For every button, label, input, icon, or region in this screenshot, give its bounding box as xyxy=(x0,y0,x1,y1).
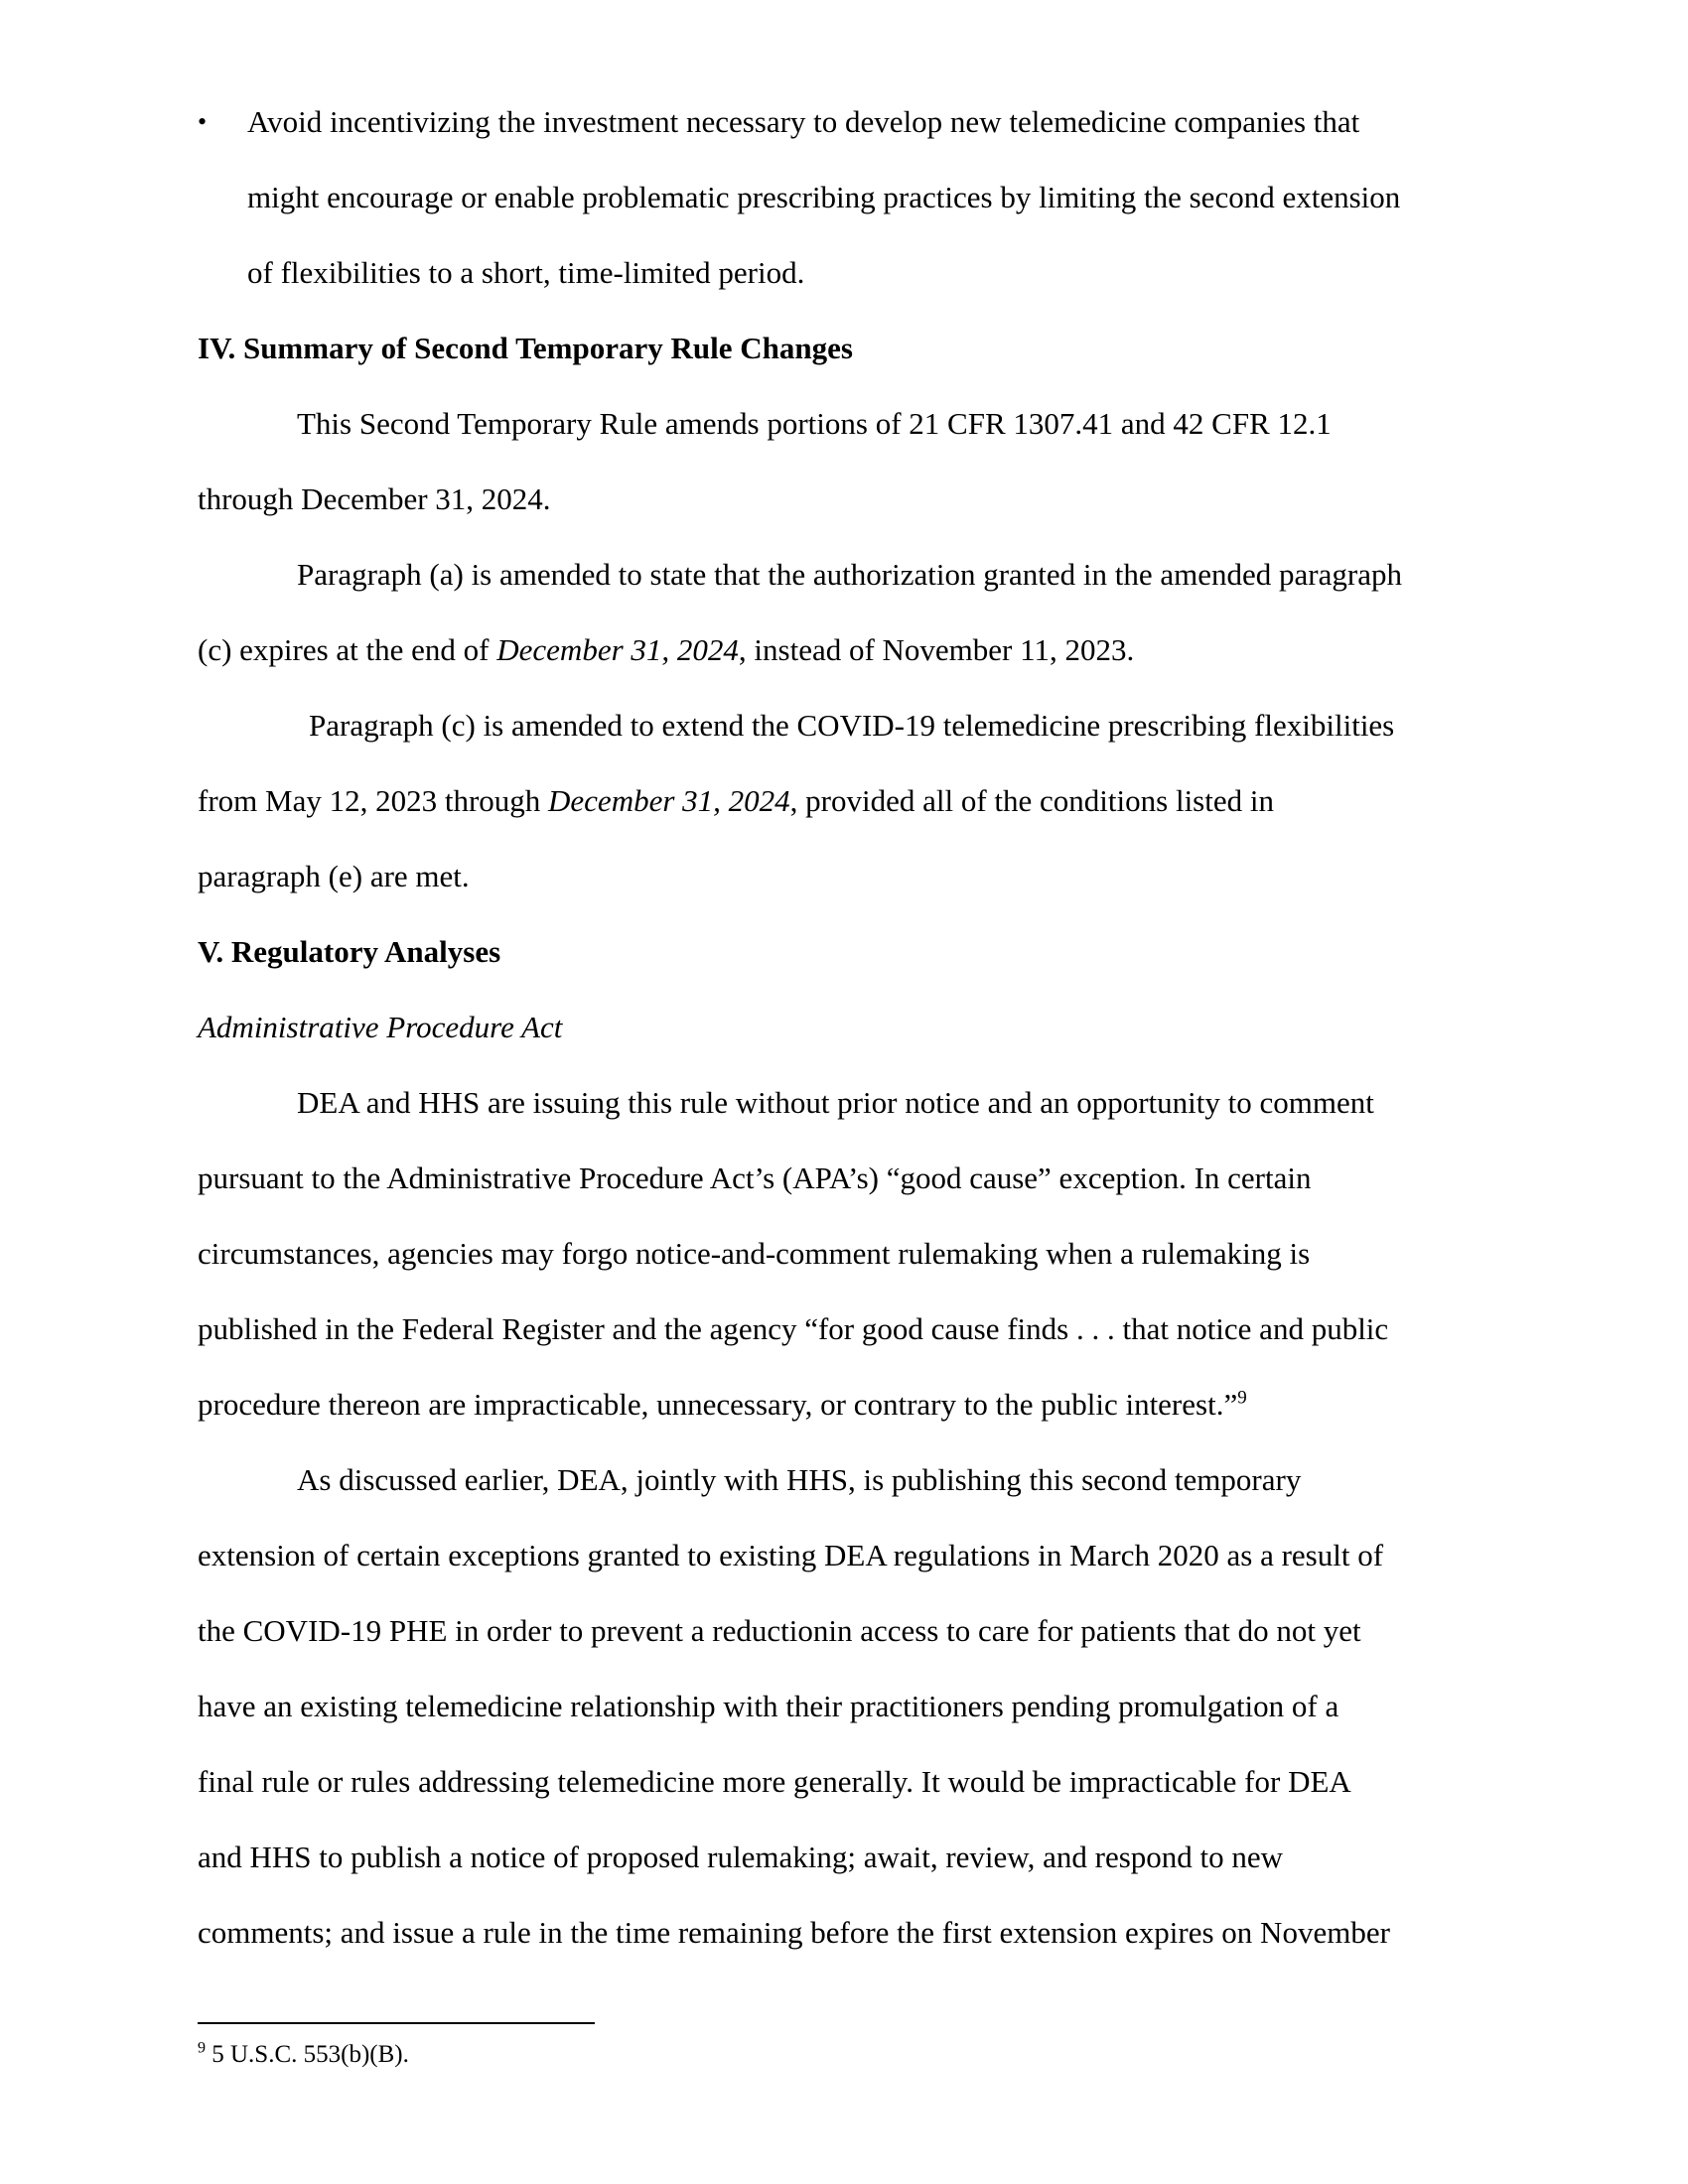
footnote xyxy=(198,2039,409,2071)
p2-date-emphasis: December 31, 2024 xyxy=(496,632,739,667)
p3-date-emphasis: December 31, 2024 xyxy=(548,783,790,818)
section-v-p1-line-4: published in the Federal Register and the agency “for good cause finds . . . that notice and public xyxy=(198,1311,1389,1346)
section-v-p2-line-5: final rule or rules addressing telemedicine more generally. It would be impracticable for DEA xyxy=(198,1764,1351,1799)
footnote-text: 5 U.S.C. 553(b)(B). xyxy=(206,2041,409,2068)
section-v-p1-line-3: circumstances, agencies may forgo notice-and-comment rulemaking when a rulemaking is xyxy=(198,1236,1311,1271)
section-v-heading: V. Regulatory Analyses xyxy=(198,934,501,969)
bullet-marker: • xyxy=(198,107,208,136)
bullet-line-2: might encourage or enable problematic prescribing practices by limiting the second extension xyxy=(247,180,1401,214)
section-v-p2-line-4: have an existing telemedicine relationship with their practitioners pending promulgation of a xyxy=(198,1689,1339,1723)
p3-text-a: from May 12, 2023 through xyxy=(198,783,549,818)
section-v-p1-line-1: DEA and HHS are issuing this rule without prior notice and an opportunity to comment xyxy=(297,1085,1374,1120)
footnote-number: 9 xyxy=(198,2039,206,2057)
section-v-p1-line-5 xyxy=(198,1385,1247,1425)
section-v-p1-line-2: pursuant to the Administrative Procedure Act’s (APA’s) “good cause” exception. In certain xyxy=(198,1160,1312,1195)
section-v-p2-line-6: and HHS to publish a notice of proposed rulemaking; await, review, and respond to new xyxy=(198,1840,1284,1874)
p2-text-b: , instead of November 11, 2023. xyxy=(738,632,1135,667)
footnote-reference: 9 xyxy=(1237,1387,1247,1409)
section-v-p2-line-1: As discussed earlier, DEA, jointly with HHS, is publishing this second temporary xyxy=(297,1462,1302,1497)
section-iv-p3-line-2 xyxy=(198,781,1274,821)
section-v-subheading: Administrative Procedure Act xyxy=(198,1010,563,1044)
section-v-p2-line-2: extension of certain exceptions granted to existing DEA regulations in March 2020 as a result of xyxy=(198,1538,1384,1572)
section-iv-p2-line-2 xyxy=(198,630,1134,670)
section-iv-p1-line-1: This Second Temporary Rule amends portions of 21 CFR 1307.41 and 42 CFR 12.1 xyxy=(297,406,1332,441)
section-iv-p2-line-1: Paragraph (a) is amended to state that the authorization granted in the amended paragraph xyxy=(297,557,1402,592)
footnote-separator xyxy=(198,2022,595,2024)
bullet-line-1: Avoid incentivizing the investment necessary to develop new telemedicine companies that xyxy=(247,104,1360,139)
p1-last-text: procedure thereon are impracticable, unnecessary, or contrary to the public interest.” xyxy=(198,1387,1238,1422)
section-v-p2-line-3: the COVID-19 PHE in order to prevent a reductionin access to care for patients that do not yet xyxy=(198,1613,1361,1648)
section-iv-p1-line-2: through December 31, 2024. xyxy=(198,481,551,516)
p3-text-b: , provided all of the conditions listed in xyxy=(789,783,1274,818)
section-iv-p3-line-3: paragraph (e) are met. xyxy=(198,859,470,893)
section-iv-heading: IV. Summary of Second Temporary Rule Changes xyxy=(198,331,853,365)
section-v-p2-line-7: comments; and issue a rule in the time remaining before the first extension expires on November xyxy=(198,1915,1390,1950)
p2-text-a: (c) expires at the end of xyxy=(198,632,497,667)
section-iv-p3-line-1: Paragraph (c) is amended to extend the COVID-19 telemedicine prescribing flexibilities xyxy=(309,708,1395,743)
bullet-line-3: of flexibilities to a short, time-limited period. xyxy=(247,255,805,290)
